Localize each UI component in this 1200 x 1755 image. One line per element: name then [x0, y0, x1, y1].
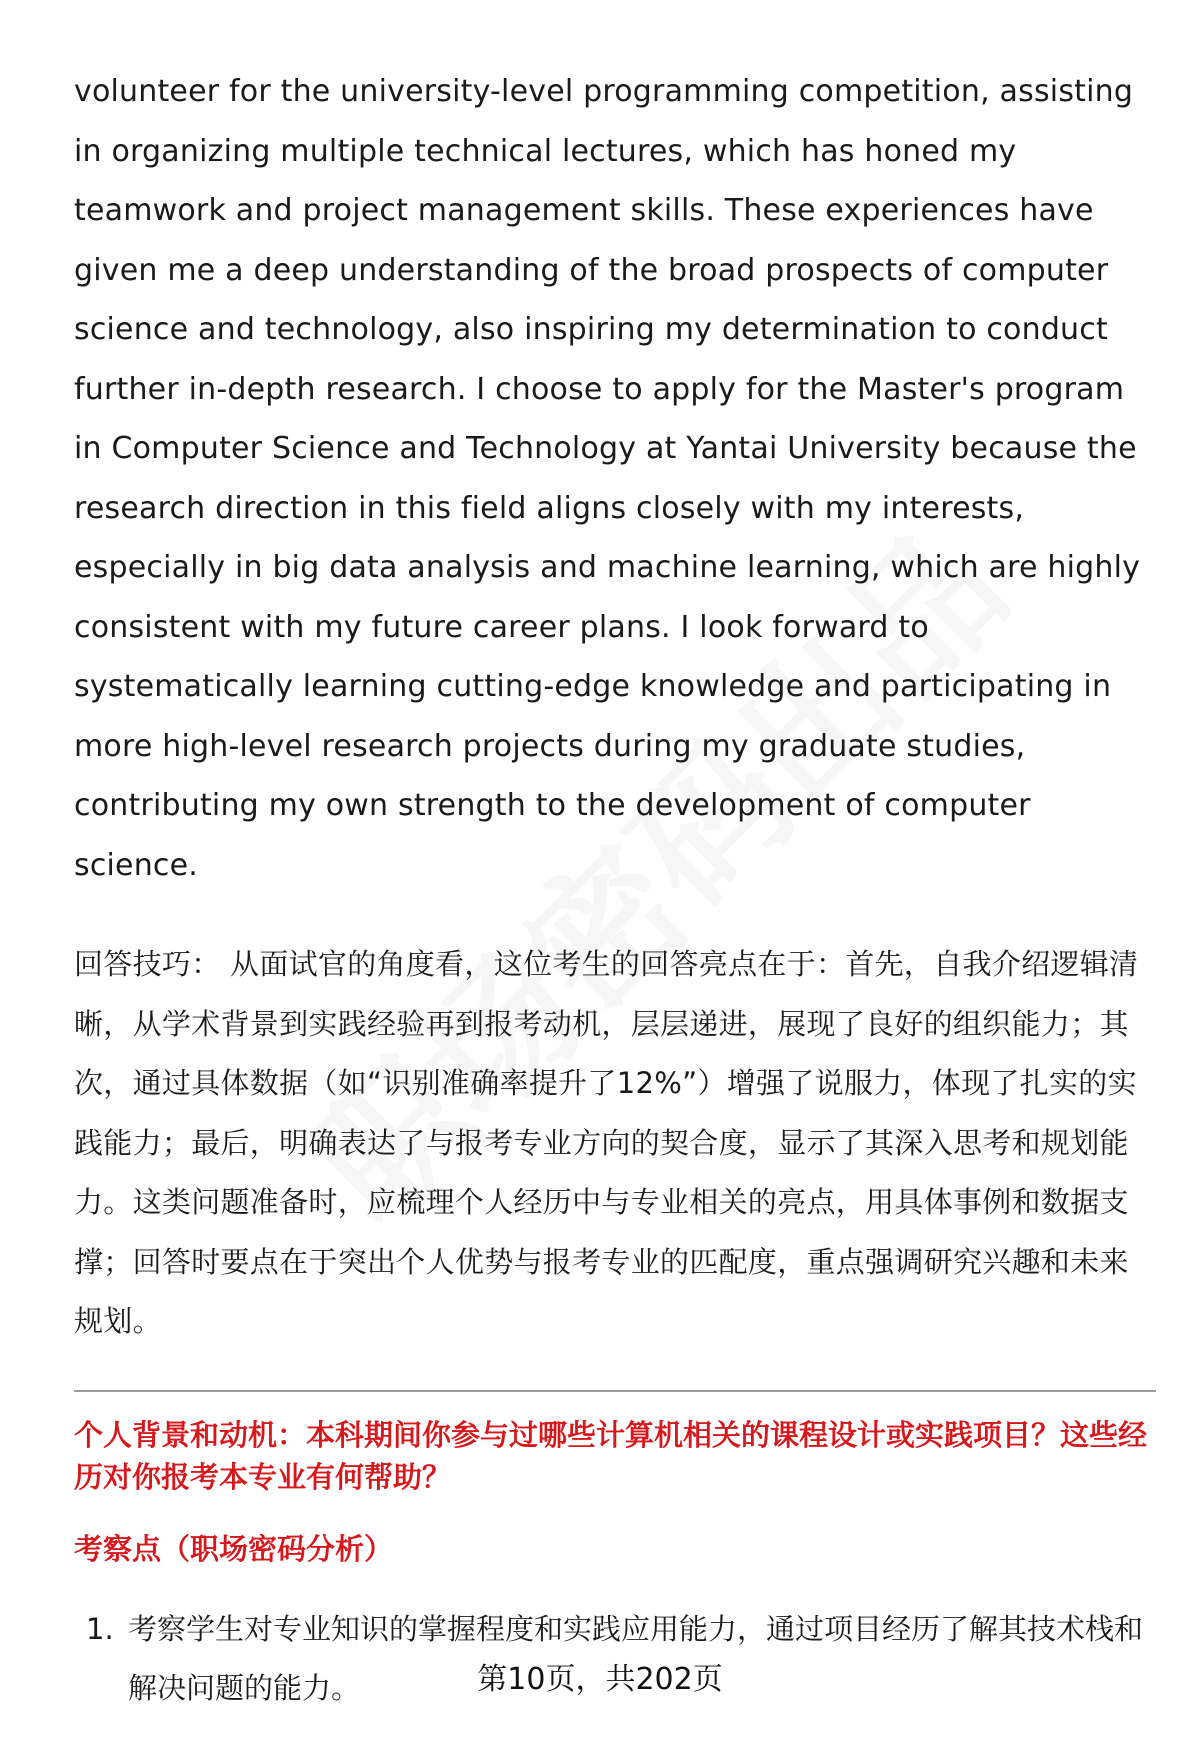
- question-heading: 个人背景和动机：本科期间你参与过哪些计算机相关的课程设计或实践项目？这些经历对你报考本专业有何帮助？: [74, 1417, 1148, 1494]
- assessment-points-heading: 考察点（职场密码分析）: [74, 1531, 394, 1566]
- answer-paragraph: volunteer for the university-level programming competition, assisting in organizing multiple technical lectures, which has honed my teamwork and project management skills. These experiences have given me a deep understanding of the broad prospects of computer science and technology, also inspiring my determination to conduct further in-depth research. I choose to apply for the Master's program in Computer Science and Technology at Yantai University because the research direction in this field aligns closely with my interests, especially in big data analysis and machine learning, which are highly consistent with my future career plans. I look forward to systematically learning cutting-edge knowledge and participating in more high-level research projects during my graduate studies, contributing my own strength to the development of computer science.: [74, 74, 1141, 883]
- answer-tips-paragraph: 回答技巧： 从面试官的角度看，这位考生的回答亮点在于：首先，自我介绍逻辑清晰，从学术背景到实践经验再到报考动机，层层递进，展现了良好的组织能力；其次，通过具体数据（如“识别准确率提升了12%”）增强了说服力，体现了扎实的实践能力；最后，明确表达了与报考专业方向的契合度，显示了其深入思考和规划能力。这类问题准备时，应梳理个人经历中与专业相关的亮点，用具体事例和数据支撑；回答时要点在于突出个人优势与报考专业的匹配度，重点强调研究兴趣和未来规划。: [74, 947, 1139, 1338]
- document-page: [74, 62, 1156, 1719]
- section-divider: [74, 1390, 1156, 1392]
- list-item: [74, 1600, 1156, 1719]
- list-item-text: 考察学生对专业知识的掌握程度和实践应用能力，通过项目经历了解其技术栈和解决问题的能力。: [128, 1611, 1144, 1705]
- page-number-footer: 第10页，共202页: [477, 1662, 723, 1697]
- assessment-points-list: [74, 1600, 1156, 1719]
- list-item-number: 1.: [86, 1611, 114, 1646]
